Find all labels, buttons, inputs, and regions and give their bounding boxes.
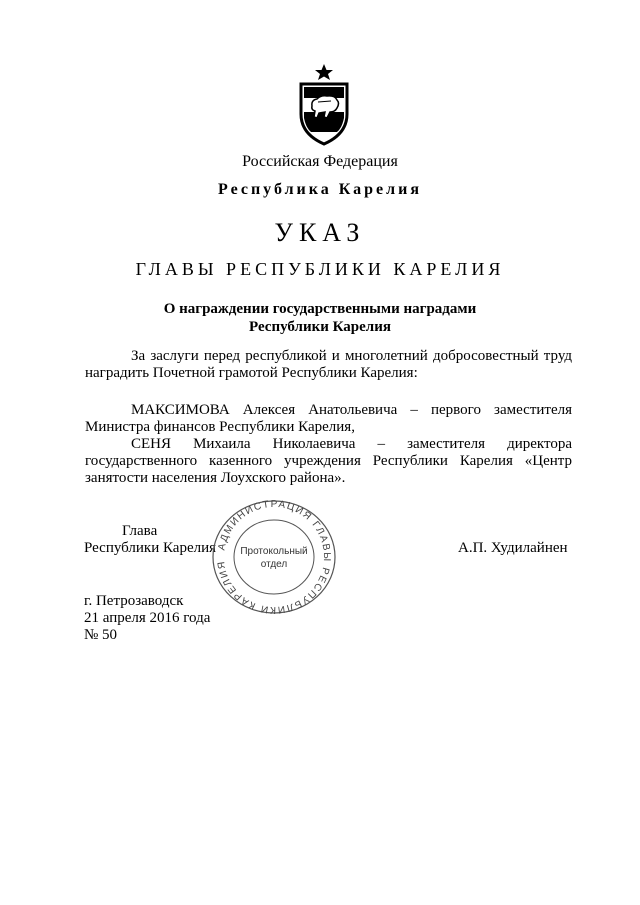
- signatory-organization: Республики Карелия: [84, 540, 217, 556]
- stamp-inner-line-1: Протокольный: [240, 546, 308, 557]
- republic-name: Республика Карелия: [218, 181, 422, 198]
- official-stamp: [210, 498, 338, 616]
- issue-city: г. Петрозаводск: [84, 593, 184, 609]
- intro-text: За заслуги перед республикой и многолетний добросовестный труд наградить Почетной грамотой Республики Карелия:: [85, 348, 572, 381]
- signatory-title: Глава: [122, 523, 158, 539]
- intro-paragraph: [85, 348, 572, 382]
- stamp-inner-line-2: отдел: [260, 559, 288, 570]
- subject-line-1: О награждении государственными наградами: [163, 301, 477, 317]
- awardee-paragraph: [85, 436, 572, 487]
- awardee-text: МАКСИМОВА Алексея Анатольевича – первого заместителя Министра финансов Республики Карелия,: [85, 402, 572, 435]
- decree-subject: [0, 300, 640, 336]
- awardee-text: СЕНЯ Михаила Николаевича – заместителя директора государственного казенного учреждения Республики Карелия «Центр занятости населения Лоухского района».: [85, 436, 572, 486]
- document-type: УКАЗ: [274, 218, 366, 247]
- decree-number: № 50: [84, 627, 118, 643]
- stamp-outer-text: АДМИНИСТРАЦИЯ ГЛАВЫ РЕСПУБЛИКИ КАРЕЛИЯ: [215, 498, 333, 616]
- coat-of-arms-emblem: [297, 62, 351, 146]
- awardee-paragraph: [85, 402, 572, 436]
- country-name: Российская Федерация: [242, 153, 398, 170]
- svg-text:АДМИНИСТРАЦИЯ ГЛАВЫ РЕСПУБЛИКИ: [216, 499, 332, 615]
- signatory-name: А.П. Худилайнен: [458, 540, 568, 556]
- issue-date: 21 апреля 2016 года: [84, 610, 211, 626]
- document-issuer: ГЛАВЫ РЕСПУБЛИКИ КАРЕЛИЯ: [135, 259, 505, 279]
- issue-details: [84, 593, 210, 644]
- subject-line-2: Республики Карелия: [249, 319, 391, 335]
